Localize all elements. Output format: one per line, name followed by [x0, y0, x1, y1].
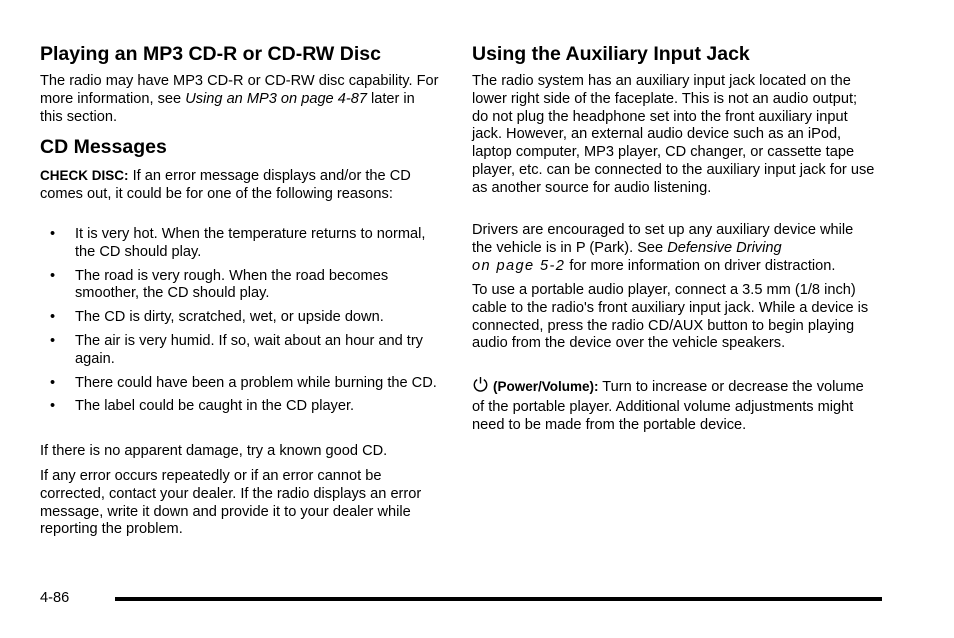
reasons-list — [40, 226, 440, 422]
power-volume-label: (Power/Volume): — [493, 379, 599, 394]
list-item: • The road is very rough. When the road becomes smoother, the CD should play. — [50, 267, 389, 302]
mp3-paragraph: The radio may have MP3 CD-R or CD-RW disc capability. For more information, see Using an MP3 on page 4-87 later in this section. — [40, 73, 439, 125]
mp3-heading: Playing an MP3 CD-R or CD-RW Disc — [40, 43, 381, 65]
power-icon — [472, 376, 489, 399]
page-number: 4-86 — [40, 590, 70, 606]
bullet-icon: • — [50, 309, 56, 326]
bullet-icon: • — [50, 374, 56, 391]
list-item: • The air is very humid. If so, wait about an hour and try again. — [50, 332, 423, 367]
list-item: • It is very hot. When the temperature returns to normal, the CD should play. — [50, 226, 426, 260]
mp3-cross-reference: Using an MP3 on page 4-87 — [185, 90, 367, 107]
bullet-icon: • — [50, 226, 56, 242]
no-damage-paragraph: If there is no apparent damage, try a known good CD. — [40, 443, 388, 459]
footer-rule — [115, 597, 882, 601]
list-item: • The label could be caught in the CD player. — [50, 398, 355, 415]
defensive-driving-reference: Defensive Driving — [667, 239, 782, 256]
page-reference: on page 5-2 — [472, 257, 566, 274]
list-item: • The CD is dirty, scratched, wet, or upside down. — [50, 309, 384, 326]
repeat-error-paragraph: If any error occurs repeatedly or if an error cannot be corrected, contact your dealer. If the radio displays an error message, write it down and provide it to your dealer while reporting the problem. — [40, 468, 422, 538]
aux-heading: Using the Auxiliary Input Jack — [472, 43, 750, 65]
cd-messages-heading: CD Messages — [40, 136, 167, 158]
bullet-icon: • — [50, 398, 56, 415]
aux-paragraph-1: The radio system has an auxiliary input jack located on the lower right side of the faceplate. This is not an audio output; do not plug the headphone set into the front auxiliary input jack. However, an external audio device such as an iPod, laptop computer, MP3 player, CD changer, or cassette tape player, etc. can be connected to the auxiliary input jack for use as another source for audio listening. — [472, 73, 875, 196]
bullet-icon: • — [50, 332, 56, 349]
check-disc-label: CHECK DISC: — [40, 168, 129, 183]
check-disc-paragraph: CHECK DISC: If an error message displays and/or the CD comes out, it could be for one of the following reasons: — [40, 168, 411, 202]
power-volume-paragraph: (Power/Volume): Turn to increase or decrease the volume of the portable player. Additional volume adjustments might need to be made from the portable device. — [472, 376, 867, 434]
list-item: • There could have been a problem while burning the CD. — [50, 374, 437, 391]
aux-paragraph-2: Drivers are encouraged to set up any auxiliary device while the vehicle is in P (Park). See Defensive Driving on page 5-2 for more information on driver distraction. — [472, 222, 854, 274]
bullet-icon: • — [50, 267, 56, 284]
aux-paragraph-3: To use a portable audio player, connect a 3.5 mm (1/8 inch) cable to the radio's front auxiliary input jack. While a device is connected, press the radio CD/AUX button to begin playing audio from the device over the vehicle speakers. — [472, 282, 869, 352]
